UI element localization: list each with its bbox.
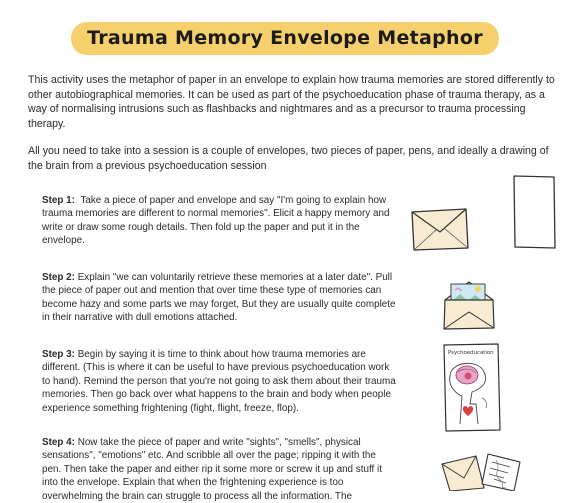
intro-paragraph-1: This activity uses the metaphor of paper in an envelope to explain how trauma memories are stored differently to other autobiographical memories. It can be used as part of the psychoeducation phase of trauma therapy, as a way of normalising intrusions such as flashbacks and nightmares and as a precursor to trauma processing therapy. xyxy=(28,74,555,130)
envelope-and-paper-illustration xyxy=(404,172,564,252)
title-area xyxy=(0,22,570,55)
step-2-text: Explain "we can voluntarily retrieve these memories at a later date". Pull the piece of paper out and mention that over time these type of memories can become hazy and some parts we may forget, But they are usually quite complete in their narrative with dull emotions attached. xyxy=(42,272,396,324)
brain-drawing-illustration xyxy=(438,342,508,434)
step-4 xyxy=(42,436,397,503)
page-title: Trauma Memory Envelope Metaphor xyxy=(87,27,483,49)
step-2-label: Step 2: xyxy=(42,272,75,283)
step-3-label: Step 3: xyxy=(42,349,75,360)
step-1-label: Step 1: xyxy=(42,195,75,206)
step-1 xyxy=(42,194,397,248)
blank-paper-icon xyxy=(514,176,555,248)
brain-icon xyxy=(456,366,478,384)
psychoeducation-label: Psychoeducation xyxy=(448,350,494,356)
title-highlight xyxy=(71,22,499,55)
open-envelope-illustration xyxy=(438,274,500,336)
step-4-text: Now take the piece of paper and write "sights", "smells", physical sensations", "emotions" etc. And scribble all over the page; ripping it with the pen. Then take the paper and either rip it some more or screw it up and stuff it into the envelope. Explain that when the frightening experience is too overwhelming the brain can struggle to process all the information. The xyxy=(42,437,382,502)
step-3 xyxy=(42,348,397,415)
closed-envelope-icon xyxy=(412,209,468,250)
step-3-text: Begin by saying it is time to think about how trauma memories are different. (This is where it can be useful to have previous psychoeducation work to hand). Remind the person that you're not going to ask them about their trauma memories. Then go back over what happens to the brain and body when people experience something frightening (fight, flight, freeze, flop). xyxy=(42,349,396,414)
step-4-label: Step 4: xyxy=(42,437,75,448)
step-2 xyxy=(42,271,397,325)
envelope-icon xyxy=(442,456,484,491)
step-1-text: Take a piece of paper and envelope and say "I'm going to explain how trauma memories are different to normal memories". Elicit a happy memory and write or draw some rough details. Then fold up the paper and put it in the envelope. xyxy=(42,195,390,247)
scribbled-paper-illustration xyxy=(436,448,536,491)
scribbled-paper-icon xyxy=(482,454,520,491)
intro-paragraph-2: All you need to take into a session is a couple of envelopes, two pieces of paper, pens, and ideally a drawing of the brain from a previous psychoeducation session xyxy=(28,145,549,172)
